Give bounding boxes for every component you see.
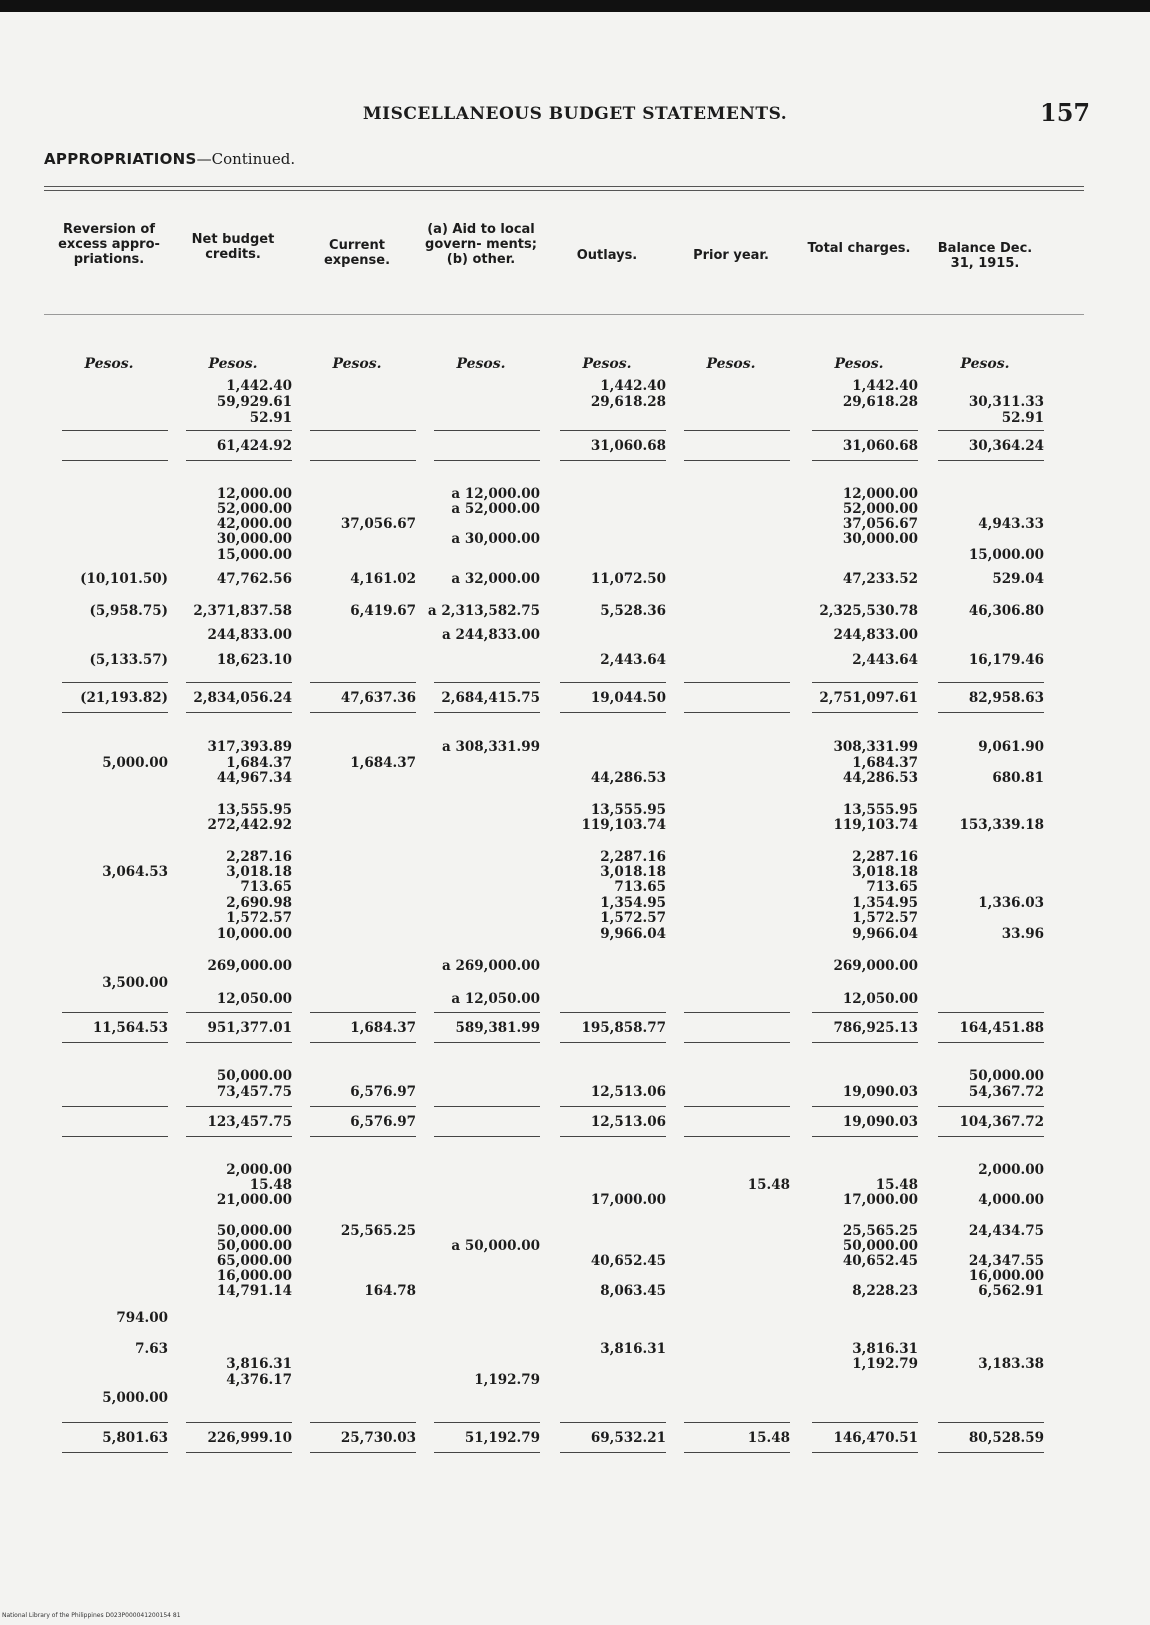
table-cell: 59,929.61 <box>216 394 292 410</box>
table-cell: 4,000.00 <box>978 1192 1044 1208</box>
table-cell: 24,434.75 <box>968 1223 1044 1239</box>
total-rule <box>310 712 416 713</box>
table-cell: 47,233.52 <box>842 571 918 587</box>
section-title <box>44 150 295 168</box>
table-cell: 29,618.28 <box>590 394 666 410</box>
table-cell: (5,133.57) <box>89 652 168 668</box>
table-cell: 1,442.40 <box>226 378 292 394</box>
table-cell: 786,925.13 <box>833 1020 918 1036</box>
table-cell: 52,000.00 <box>842 501 918 517</box>
table-cell: 308,331.99 <box>833 739 918 755</box>
table-cell: 50,000.00 <box>842 1238 918 1254</box>
subtotal-rule <box>812 1012 918 1013</box>
table-cell: 2,834,056.24 <box>193 690 292 706</box>
table-cell: 61,424.92 <box>216 438 292 454</box>
table-cell: 12,050.00 <box>216 991 292 1007</box>
total-rule <box>434 1042 540 1043</box>
table-cell: 50,000.00 <box>968 1068 1044 1084</box>
subtotal-rule <box>434 1422 540 1423</box>
table-cell: 65,000.00 <box>216 1253 292 1269</box>
table-cell: 6,562.91 <box>978 1283 1044 1299</box>
total-rule <box>812 460 918 461</box>
table-cell: 2,443.64 <box>852 652 918 668</box>
subtotal-rule <box>186 1422 292 1423</box>
subtotal-rule <box>186 430 292 431</box>
table-cell: 42,000.00 <box>216 516 292 532</box>
table-cell: 9,061.90 <box>978 739 1044 755</box>
table-cell: 52.91 <box>249 410 292 426</box>
table-cell: 30,000.00 <box>842 531 918 547</box>
total-rule <box>434 1452 540 1453</box>
table-cell: 5,000.00 <box>102 1390 168 1406</box>
total-rule <box>62 1136 168 1137</box>
table-cell: 5,801.63 <box>102 1430 168 1446</box>
table-cell: 269,000.00 <box>833 958 918 974</box>
subtotal-rule <box>684 1012 790 1013</box>
table-cell: 2,287.16 <box>600 849 666 865</box>
table-cell: 12,513.06 <box>590 1084 666 1100</box>
table-cell: 11,564.53 <box>92 1020 168 1036</box>
table-cell: 44,286.53 <box>842 770 918 786</box>
total-rule <box>812 1136 918 1137</box>
total-rule <box>310 460 416 461</box>
total-rule <box>186 1136 292 1137</box>
table-cell: 12,513.06 <box>590 1114 666 1130</box>
total-rule <box>812 1042 918 1043</box>
table-cell: 37,056.67 <box>340 516 416 532</box>
table-cell: 529.04 <box>992 571 1044 587</box>
subtotal-rule <box>62 1422 168 1423</box>
subtotal-rule <box>186 1106 292 1107</box>
table-cell: 17,000.00 <box>842 1192 918 1208</box>
table-cell: 713.65 <box>614 879 666 895</box>
subtotal-rule <box>310 430 416 431</box>
table-cell: 2,000.00 <box>978 1162 1044 1178</box>
total-rule <box>938 712 1044 713</box>
column-header-2: Net budget credits. <box>191 232 275 262</box>
subtotal-rule <box>684 430 790 431</box>
column-header-7: Total charges. <box>807 241 911 256</box>
table-cell: 6,576.97 <box>350 1114 416 1130</box>
total-rule <box>310 1452 416 1453</box>
table-cell: 6,576.97 <box>350 1084 416 1100</box>
table-cell: a 30,000.00 <box>451 531 540 547</box>
table-cell: 69,532.21 <box>590 1430 666 1446</box>
table-cell: 40,652.45 <box>842 1253 918 1269</box>
table-cell: 1,442.40 <box>852 378 918 394</box>
table-cell: 195,858.77 <box>581 1020 666 1036</box>
unit-label: Pesos. <box>706 356 756 372</box>
table-cell: 19,090.03 <box>842 1084 918 1100</box>
page-number: 157 <box>1040 98 1091 127</box>
subtotal-rule <box>434 1012 540 1013</box>
table-cell: 21,000.00 <box>216 1192 292 1208</box>
subtotal-rule <box>560 1422 666 1423</box>
table-cell: 11,072.50 <box>590 571 666 587</box>
subtotal-rule <box>812 1422 918 1423</box>
table-cell: 51,192.79 <box>464 1430 540 1446</box>
table-cell: 6,419.67 <box>350 603 416 619</box>
table-cell: 680.81 <box>992 770 1044 786</box>
subtotal-rule <box>310 1106 416 1107</box>
subtotal-rule <box>310 682 416 683</box>
column-header-8: Balance Dec. 31, 1915. <box>937 241 1033 271</box>
table-cell: 44,967.34 <box>216 770 292 786</box>
subtotal-rule <box>684 1106 790 1107</box>
column-header-3: Current expense. <box>323 238 391 268</box>
subtotal-rule <box>812 430 918 431</box>
table-cell: 8,063.45 <box>600 1283 666 1299</box>
table-cell: 1,684.37 <box>350 1020 416 1036</box>
table-cell: 794.00 <box>116 1310 168 1326</box>
subtotal-rule <box>812 682 918 683</box>
subtotal-rule <box>186 682 292 683</box>
table-cell: 123,457.75 <box>207 1114 292 1130</box>
table-cell: 713.65 <box>240 879 292 895</box>
total-rule <box>62 1452 168 1453</box>
section-title-rest: —Continued. <box>196 150 296 168</box>
table-cell: 33.96 <box>1001 926 1044 942</box>
total-rule <box>938 1136 1044 1137</box>
total-rule <box>684 1452 790 1453</box>
subtotal-rule <box>62 430 168 431</box>
table-cell: 164.78 <box>364 1283 416 1299</box>
total-rule <box>186 460 292 461</box>
table-cell: 713.65 <box>866 879 918 895</box>
table-cell: 9,966.04 <box>852 926 918 942</box>
table-cell: 272,442.92 <box>207 817 292 833</box>
table-cell: 12,000.00 <box>216 486 292 502</box>
table-cell: 1,684.37 <box>852 755 918 771</box>
total-rule <box>684 712 790 713</box>
table-cell: 15.48 <box>747 1430 790 1446</box>
table-cell: 5,000.00 <box>102 755 168 771</box>
subtotal-rule <box>938 1422 1044 1423</box>
column-header-1: Reversion of excess appro- priations. <box>58 222 160 267</box>
table-cell: 146,470.51 <box>833 1430 918 1446</box>
table-cell: 12,050.00 <box>842 991 918 1007</box>
table-cell: 951,377.01 <box>207 1020 292 1036</box>
table-cell: 3,500.00 <box>102 975 168 991</box>
table-cell: 15.48 <box>747 1177 790 1193</box>
total-rule <box>186 1452 292 1453</box>
table-cell: 25,730.03 <box>340 1430 416 1446</box>
table-cell: 3,018.18 <box>600 864 666 880</box>
table-cell: 18,623.10 <box>216 652 292 668</box>
column-header-6: Prior year. <box>693 248 769 263</box>
page-title: MISCELLANEOUS BUDGET STATEMENTS. <box>362 104 788 124</box>
table-cell: 10,000.00 <box>216 926 292 942</box>
table-cell: 50,000.00 <box>216 1238 292 1254</box>
total-rule <box>186 712 292 713</box>
unit-label: Pesos. <box>456 356 506 372</box>
total-rule <box>62 712 168 713</box>
total-rule <box>812 712 918 713</box>
subtotal-rule <box>560 430 666 431</box>
subtotal-rule <box>938 1012 1044 1013</box>
table-cell: 3,183.38 <box>978 1356 1044 1372</box>
total-rule <box>684 1136 790 1137</box>
table-cell: 4,376.17 <box>226 1372 292 1388</box>
table-cell: 3,018.18 <box>852 864 918 880</box>
table-cell: 164,451.88 <box>959 1020 1044 1036</box>
total-rule <box>938 1042 1044 1043</box>
table-cell: 2,325,530.78 <box>819 603 918 619</box>
table-cell: 244,833.00 <box>833 627 918 643</box>
subtotal-rule <box>62 1012 168 1013</box>
subtotal-rule <box>684 682 790 683</box>
table-cell: 12,000.00 <box>842 486 918 502</box>
table-cell: a 12,050.00 <box>451 991 540 1007</box>
table-cell: a 52,000.00 <box>451 501 540 517</box>
table-cell: 30,364.24 <box>968 438 1044 454</box>
table-cell: 15,000.00 <box>216 547 292 563</box>
table-cell: 1,684.37 <box>350 755 416 771</box>
table-cell: 3,816.31 <box>226 1356 292 1372</box>
table-cell: 8,228.23 <box>852 1283 918 1299</box>
subtotal-rule <box>310 1422 416 1423</box>
total-rule <box>560 1452 666 1453</box>
table-cell: 44,286.53 <box>590 770 666 786</box>
table-cell: 226,999.10 <box>207 1430 292 1446</box>
table-cell: 2,690.98 <box>226 895 292 911</box>
subtotal-rule <box>938 682 1044 683</box>
column-header-4: (a) Aid to local govern- ments; (b) other. <box>425 222 537 267</box>
table-cell: 50,000.00 <box>216 1068 292 1084</box>
table-cell: 2,287.16 <box>852 849 918 865</box>
subtotal-rule <box>186 1012 292 1013</box>
table-cell: 1,192.79 <box>474 1372 540 1388</box>
subtotal-rule <box>434 430 540 431</box>
table-cell: 1,192.79 <box>852 1356 918 1372</box>
table-cell: 2,371,837.58 <box>193 603 292 619</box>
table-cell: (10,101.50) <box>80 571 168 587</box>
subtotal-rule <box>560 1106 666 1107</box>
table-cell: 4,943.33 <box>978 516 1044 532</box>
table-cell: 1,336.03 <box>978 895 1044 911</box>
section-title-caps: APPROPRIATIONS <box>44 150 197 168</box>
total-rule <box>684 460 790 461</box>
table-cell: 104,367.72 <box>959 1114 1044 1130</box>
table-cell: 2,751,097.61 <box>819 690 918 706</box>
table-cell: 2,000.00 <box>226 1162 292 1178</box>
table-cell: 1,354.95 <box>852 895 918 911</box>
table-cell: 25,565.25 <box>340 1223 416 1239</box>
total-rule <box>938 1452 1044 1453</box>
table-cell: 24,347.55 <box>968 1253 1044 1269</box>
table-cell: 17,000.00 <box>590 1192 666 1208</box>
table-cell: 31,060.68 <box>842 438 918 454</box>
total-rule <box>684 1042 790 1043</box>
table-cell: 54,367.72 <box>968 1084 1044 1100</box>
table-cell: 73,457.75 <box>216 1084 292 1100</box>
footer-source: National Library of the Philippines D023P000041200154 81 <box>2 1612 181 1619</box>
table-cell: a 2,313,582.75 <box>427 603 540 619</box>
table-cell: 119,103.74 <box>833 817 918 833</box>
table-cell: a 308,331.99 <box>442 739 540 755</box>
table-cell: 3,816.31 <box>600 1341 666 1357</box>
unit-label: Pesos. <box>582 356 632 372</box>
table-cell: 52.91 <box>1001 410 1044 426</box>
table-cell: 2,287.16 <box>226 849 292 865</box>
total-rule <box>560 460 666 461</box>
table-cell: 3,018.18 <box>226 864 292 880</box>
table-cell: 16,000.00 <box>968 1268 1044 1284</box>
table-cell: 1,572.57 <box>600 910 666 926</box>
header-rule-top <box>44 186 1084 187</box>
table-cell: 13,555.95 <box>590 802 666 818</box>
unit-label: Pesos. <box>960 356 1010 372</box>
table-cell: 1,354.95 <box>600 895 666 911</box>
unit-label: Pesos. <box>84 356 134 372</box>
total-rule <box>938 460 1044 461</box>
header-rule-bottom <box>44 314 1084 315</box>
total-rule <box>310 1136 416 1137</box>
subtotal-rule <box>434 1106 540 1107</box>
table-cell: 50,000.00 <box>216 1223 292 1239</box>
total-rule <box>434 460 540 461</box>
table-cell: 13,555.95 <box>216 802 292 818</box>
unit-label: Pesos. <box>834 356 884 372</box>
table-cell: 47,637.36 <box>340 690 416 706</box>
table-cell: 37,056.67 <box>842 516 918 532</box>
total-rule <box>434 712 540 713</box>
total-rule <box>434 1136 540 1137</box>
unit-label: Pesos. <box>208 356 258 372</box>
table-cell: 2,684,415.75 <box>441 690 540 706</box>
total-rule <box>812 1452 918 1453</box>
scan-edge <box>0 0 1150 12</box>
table-cell: 3,816.31 <box>852 1341 918 1357</box>
total-rule <box>560 712 666 713</box>
table-cell: 119,103.74 <box>581 817 666 833</box>
subtotal-rule <box>684 1422 790 1423</box>
table-cell: (21,193.82) <box>80 690 168 706</box>
subtotal-rule <box>560 1012 666 1013</box>
column-header-5: Outlays. <box>576 248 638 263</box>
table-cell: 19,090.03 <box>842 1114 918 1130</box>
table-cell: 1,442.40 <box>600 378 666 394</box>
table-cell: a 269,000.00 <box>442 958 540 974</box>
table-cell: 46,306.80 <box>968 603 1044 619</box>
table-cell: a 244,833.00 <box>442 627 540 643</box>
unit-label: Pesos. <box>332 356 382 372</box>
table-cell: 31,060.68 <box>590 438 666 454</box>
total-rule <box>560 1042 666 1043</box>
table-cell: 4,161.02 <box>350 571 416 587</box>
table-cell: 15.48 <box>249 1177 292 1193</box>
subtotal-rule <box>434 682 540 683</box>
table-cell: 1,572.57 <box>226 910 292 926</box>
table-cell: 16,000.00 <box>216 1268 292 1284</box>
table-cell: 7.63 <box>135 1341 168 1357</box>
table-cell: 2,443.64 <box>600 652 666 668</box>
subtotal-rule <box>62 682 168 683</box>
table-cell: 15,000.00 <box>968 547 1044 563</box>
subtotal-rule <box>62 1106 168 1107</box>
total-rule <box>560 1136 666 1137</box>
table-cell: 47,762.56 <box>216 571 292 587</box>
table-cell: 1,572.57 <box>852 910 918 926</box>
table-cell: (5,958.75) <box>89 603 168 619</box>
table-cell: 244,833.00 <box>207 627 292 643</box>
table-cell: 15.48 <box>875 1177 918 1193</box>
table-cell: a 32,000.00 <box>451 571 540 587</box>
table-cell: 19,044.50 <box>590 690 666 706</box>
table-cell: 29,618.28 <box>842 394 918 410</box>
table-cell: 9,966.04 <box>600 926 666 942</box>
table-cell: 589,381.99 <box>455 1020 540 1036</box>
table-cell: 317,393.89 <box>207 739 292 755</box>
subtotal-rule <box>310 1012 416 1013</box>
table-cell: 82,958.63 <box>968 690 1044 706</box>
table-cell: 13,555.95 <box>842 802 918 818</box>
subtotal-rule <box>938 1106 1044 1107</box>
table-cell: a 50,000.00 <box>451 1238 540 1254</box>
table-cell: 153,339.18 <box>959 817 1044 833</box>
total-rule <box>310 1042 416 1043</box>
table-cell: 3,064.53 <box>102 864 168 880</box>
table-cell: 40,652.45 <box>590 1253 666 1269</box>
table-cell: 80,528.59 <box>968 1430 1044 1446</box>
subtotal-rule <box>560 682 666 683</box>
table-cell: 25,565.25 <box>842 1223 918 1239</box>
total-rule <box>62 1042 168 1043</box>
total-rule <box>186 1042 292 1043</box>
table-cell: 30,000.00 <box>216 531 292 547</box>
table-cell: 30,311.33 <box>968 394 1044 410</box>
subtotal-rule <box>812 1106 918 1107</box>
table-cell: 269,000.00 <box>207 958 292 974</box>
table-cell: 52,000.00 <box>216 501 292 517</box>
table-cell: 16,179.46 <box>968 652 1044 668</box>
table-cell: a 12,000.00 <box>451 486 540 502</box>
table-cell: 1,684.37 <box>226 755 292 771</box>
total-rule <box>62 460 168 461</box>
table-cell: 5,528.36 <box>600 603 666 619</box>
subtotal-rule <box>938 430 1044 431</box>
header-rule-top-2 <box>44 190 1084 191</box>
table-cell: 14,791.14 <box>216 1283 292 1299</box>
